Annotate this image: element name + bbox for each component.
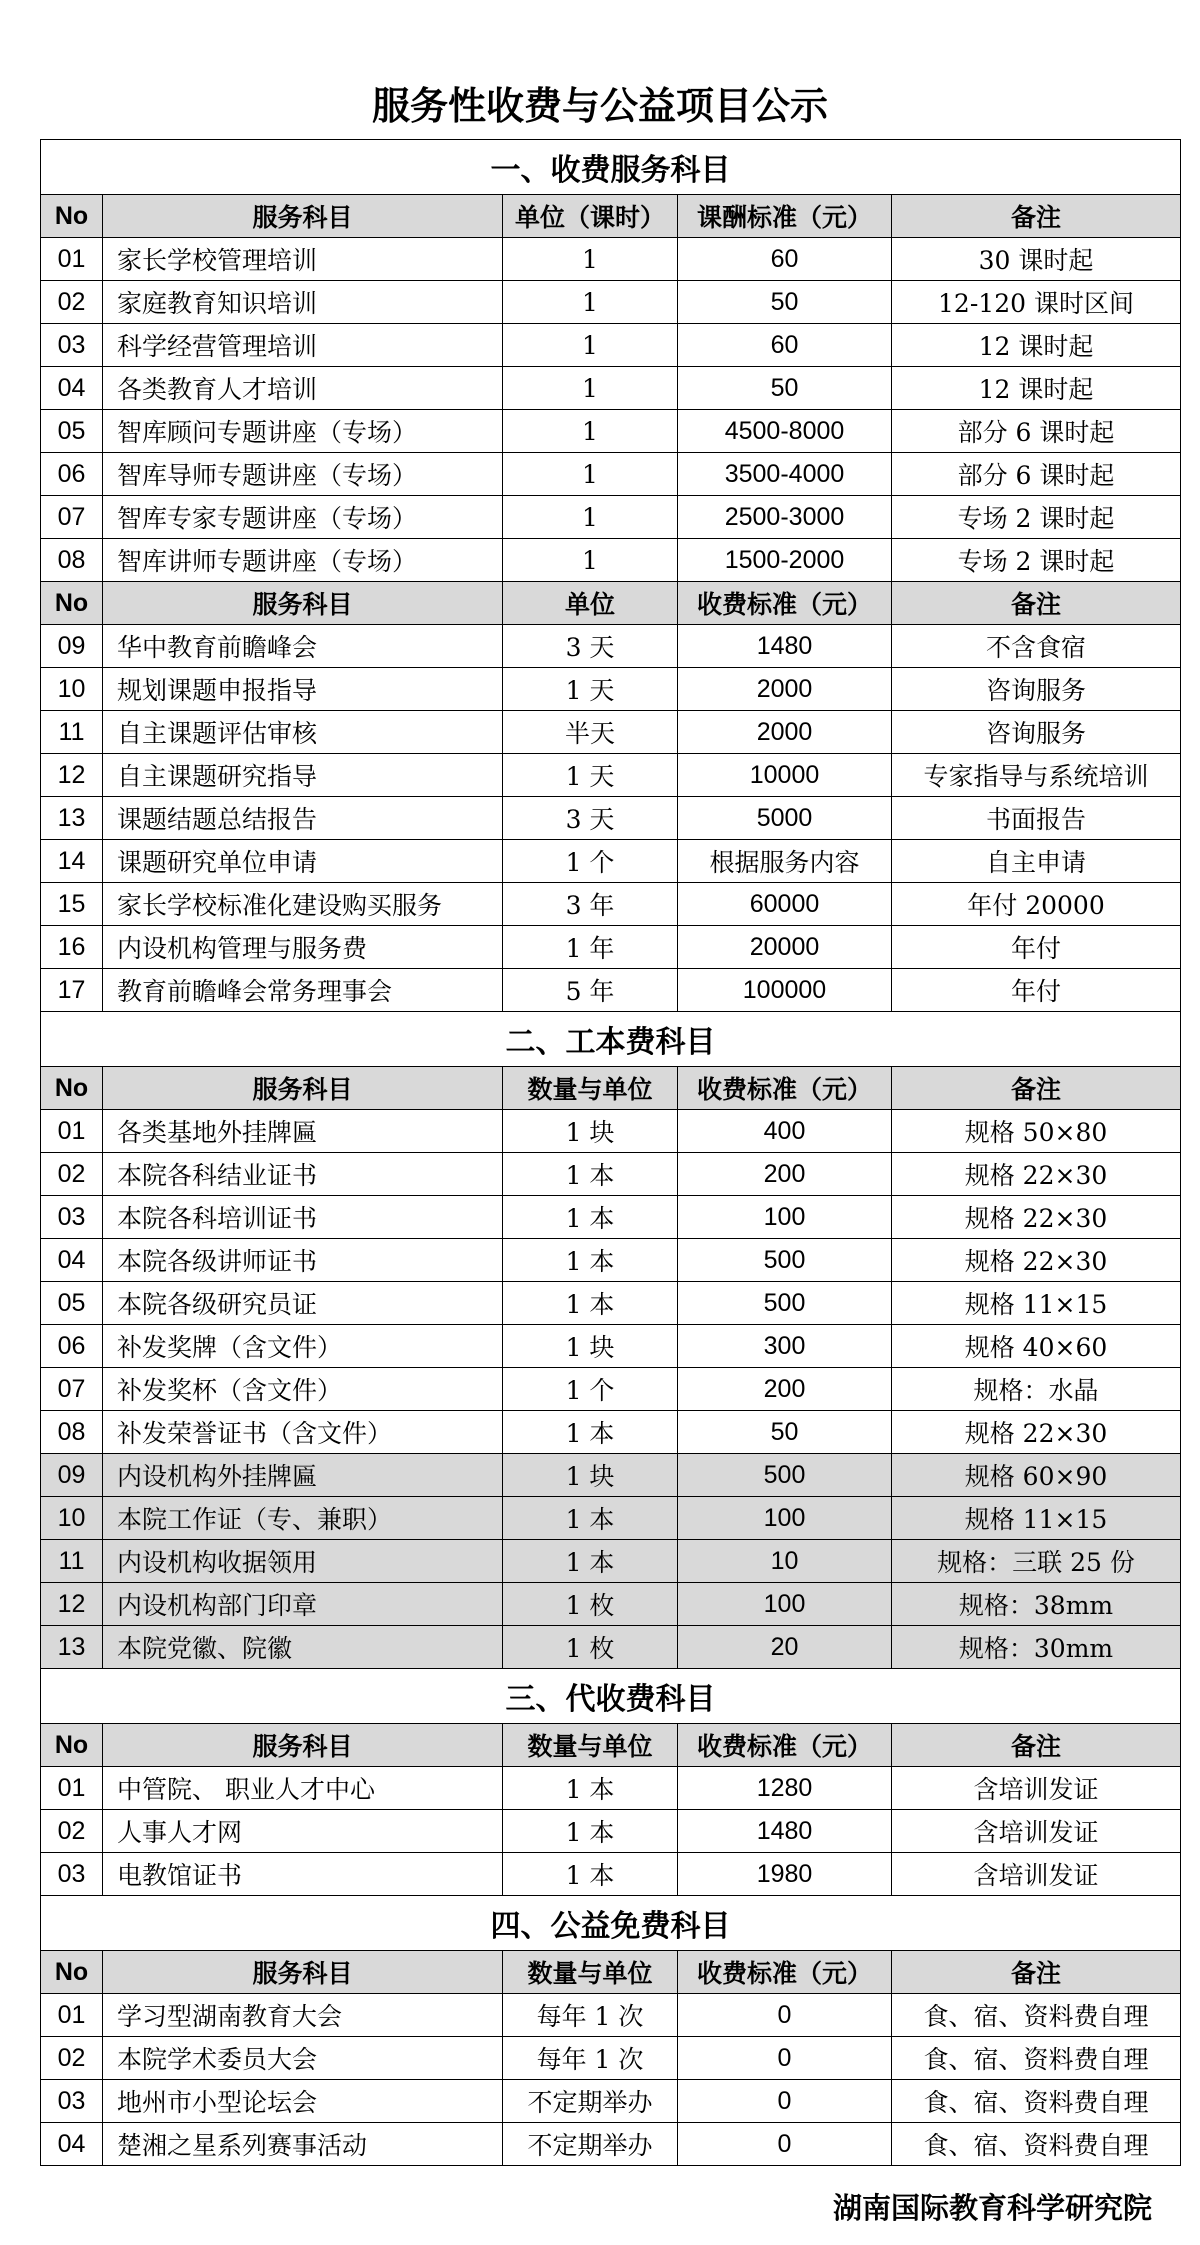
cell-no: 05 <box>41 410 103 453</box>
table-row <box>41 754 1181 797</box>
cell-no: 02 <box>41 281 103 324</box>
cell-unit: 1 本 <box>503 1810 678 1853</box>
cell-unit: 1 块 <box>503 1454 678 1497</box>
section-heading-row <box>41 1012 1181 1067</box>
cell-item: 本院各科培训证书 <box>103 1196 503 1239</box>
cell-unit: 1 本 <box>503 1540 678 1583</box>
column-header-note: 备注 <box>892 1067 1181 1110</box>
cell-unit: 1 本 <box>503 1153 678 1196</box>
column-header-item: 服务科目 <box>103 1067 503 1110</box>
table-row <box>41 1282 1181 1325</box>
cell-price: 1980 <box>678 1853 892 1896</box>
cell-unit: 1 本 <box>503 1282 678 1325</box>
table-row <box>41 496 1181 539</box>
column-header-no: No <box>41 1067 103 1110</box>
cell-item: 科学经营管理培训 <box>103 324 503 367</box>
cell-price: 0 <box>678 1994 892 2037</box>
table-row <box>41 1767 1181 1810</box>
table-row <box>41 1497 1181 1540</box>
table-row <box>41 1583 1181 1626</box>
cell-price: 100 <box>678 1583 892 1626</box>
cell-item: 内设机构收据领用 <box>103 1540 503 1583</box>
cell-no: 17 <box>41 969 103 1012</box>
cell-note: 年付 20000 <box>892 883 1181 926</box>
cell-item: 智库专家专题讲座（专场） <box>103 496 503 539</box>
cell-note: 咨询服务 <box>892 668 1181 711</box>
cell-item: 中管院、 职业人才中心 <box>103 1767 503 1810</box>
cell-price: 200 <box>678 1153 892 1196</box>
column-header-row <box>41 1724 1181 1767</box>
cell-item: 自主课题研究指导 <box>103 754 503 797</box>
cell-item: 内设机构管理与服务费 <box>103 926 503 969</box>
cell-price: 1480 <box>678 1810 892 1853</box>
column-header-row <box>41 1067 1181 1110</box>
cell-price: 60 <box>678 324 892 367</box>
table-row <box>41 1239 1181 1282</box>
cell-unit: 1 <box>503 324 678 367</box>
cell-note: 书面报告 <box>892 797 1181 840</box>
table-row <box>41 926 1181 969</box>
section-heading-row <box>41 1896 1181 1951</box>
table-row <box>41 711 1181 754</box>
table-row <box>41 281 1181 324</box>
cell-item: 内设机构外挂牌匾 <box>103 1454 503 1497</box>
table-row <box>41 1540 1181 1583</box>
cell-note: 食、宿、资料费自理 <box>892 2037 1181 2080</box>
cell-item: 家长学校管理培训 <box>103 238 503 281</box>
table-row <box>41 1196 1181 1239</box>
cell-unit: 不定期举办 <box>503 2123 678 2166</box>
cell-item: 课题研究单位申请 <box>103 840 503 883</box>
cell-item: 家长学校标准化建设购买服务 <box>103 883 503 926</box>
cell-note: 食、宿、资料费自理 <box>892 2080 1181 2123</box>
cell-note: 部分 6 课时起 <box>892 453 1181 496</box>
column-header-no: No <box>41 1951 103 1994</box>
cell-unit: 1 个 <box>503 1368 678 1411</box>
cell-no: 02 <box>41 1153 103 1196</box>
cell-note: 规格 40×60 <box>892 1325 1181 1368</box>
cell-item: 家庭教育知识培训 <box>103 281 503 324</box>
table-row <box>41 797 1181 840</box>
cell-price: 100000 <box>678 969 892 1012</box>
cell-unit: 每年 1 次 <box>503 2037 678 2080</box>
cell-unit: 1 天 <box>503 668 678 711</box>
cell-no: 05 <box>41 1282 103 1325</box>
cell-unit: 1 枚 <box>503 1626 678 1669</box>
cell-item: 自主课题评估审核 <box>103 711 503 754</box>
cell-no: 09 <box>41 625 103 668</box>
page-title: 服务性收费与公益项目公示 <box>371 84 828 128</box>
cell-note: 规格 22×30 <box>892 1239 1181 1282</box>
table-row <box>41 539 1181 582</box>
cell-price: 3500-4000 <box>678 453 892 496</box>
cell-item: 人事人才网 <box>103 1810 503 1853</box>
cell-no: 13 <box>41 797 103 840</box>
table-row <box>41 1411 1181 1454</box>
cell-no: 03 <box>41 1196 103 1239</box>
cell-item: 教育前瞻峰会常务理事会 <box>103 969 503 1012</box>
cell-price: 2000 <box>678 711 892 754</box>
cell-unit: 1 天 <box>503 754 678 797</box>
cell-item: 补发奖杯（含文件） <box>103 1368 503 1411</box>
cell-no: 04 <box>41 1239 103 1282</box>
column-header-no: No <box>41 1724 103 1767</box>
cell-note: 规格：水晶 <box>892 1368 1181 1411</box>
cell-no: 04 <box>41 2123 103 2166</box>
cell-price: 0 <box>678 2037 892 2080</box>
cell-unit: 半天 <box>503 711 678 754</box>
cell-unit: 1 <box>503 453 678 496</box>
cell-unit: 1 <box>503 539 678 582</box>
cell-no: 12 <box>41 1583 103 1626</box>
section-heading: 一、收费服务科目 <box>41 140 1181 195</box>
cell-item: 楚湘之星系列赛事活动 <box>103 2123 503 2166</box>
cell-note: 专场 2 课时起 <box>892 496 1181 539</box>
table-row <box>41 324 1181 367</box>
cell-note: 不含食宿 <box>892 625 1181 668</box>
cell-note: 食、宿、资料费自理 <box>892 1994 1181 2037</box>
column-header-note: 备注 <box>892 195 1181 238</box>
column-header-unit: 单位（课时） <box>503 195 678 238</box>
table-row <box>41 2037 1181 2080</box>
table-row <box>41 668 1181 711</box>
cell-note: 规格 22×30 <box>892 1411 1181 1454</box>
cell-no: 08 <box>41 539 103 582</box>
cell-unit: 1 本 <box>503 1853 678 1896</box>
cell-note: 部分 6 课时起 <box>892 410 1181 453</box>
cell-price: 20 <box>678 1626 892 1669</box>
cell-price: 500 <box>678 1282 892 1325</box>
table-row <box>41 1325 1181 1368</box>
cell-price: 300 <box>678 1325 892 1368</box>
cell-price: 50 <box>678 281 892 324</box>
cell-unit: 1 <box>503 281 678 324</box>
column-header-item: 服务科目 <box>103 582 503 625</box>
cell-no: 09 <box>41 1454 103 1497</box>
table-row <box>41 1110 1181 1153</box>
cell-note: 含培训发证 <box>892 1767 1181 1810</box>
cell-price: 2000 <box>678 668 892 711</box>
column-header-price: 收费标准（元） <box>678 582 892 625</box>
cell-note: 规格 50×80 <box>892 1110 1181 1153</box>
table-row <box>41 1853 1181 1896</box>
cell-unit: 1 块 <box>503 1110 678 1153</box>
section-heading-row <box>41 1669 1181 1724</box>
column-header-unit: 单位 <box>503 582 678 625</box>
cell-unit: 不定期举办 <box>503 2080 678 2123</box>
cell-note: 30 课时起 <box>892 238 1181 281</box>
cell-price: 50 <box>678 1411 892 1454</box>
cell-note: 专家指导与系统培训 <box>892 754 1181 797</box>
cell-item: 本院学术委员大会 <box>103 2037 503 2080</box>
cell-price: 400 <box>678 1110 892 1153</box>
cell-item: 智库顾问专题讲座（专场） <box>103 410 503 453</box>
column-header-note: 备注 <box>892 1724 1181 1767</box>
cell-item: 规划课题申报指导 <box>103 668 503 711</box>
column-header-price: 收费标准（元） <box>678 1724 892 1767</box>
cell-unit: 每年 1 次 <box>503 1994 678 2037</box>
table-row <box>41 238 1181 281</box>
cell-item: 课题结题总结报告 <box>103 797 503 840</box>
column-header-row <box>41 1951 1181 1994</box>
cell-item: 本院党徽、院徽 <box>103 1626 503 1669</box>
cell-note: 咨询服务 <box>892 711 1181 754</box>
table-row <box>41 625 1181 668</box>
cell-price: 5000 <box>678 797 892 840</box>
cell-note: 含培训发证 <box>892 1853 1181 1896</box>
cell-item: 智库导师专题讲座（专场） <box>103 453 503 496</box>
column-header-unit: 数量与单位 <box>503 1067 678 1110</box>
cell-unit: 1 个 <box>503 840 678 883</box>
cell-no: 04 <box>41 367 103 410</box>
cell-note: 含培训发证 <box>892 1810 1181 1853</box>
cell-unit: 1 <box>503 367 678 410</box>
cell-price: 10000 <box>678 754 892 797</box>
column-header-price: 课酬标准（元） <box>678 195 892 238</box>
cell-no: 13 <box>41 1626 103 1669</box>
cell-no: 03 <box>41 324 103 367</box>
cell-price: 4500-8000 <box>678 410 892 453</box>
cell-no: 01 <box>41 1110 103 1153</box>
cell-price: 0 <box>678 2080 892 2123</box>
cell-no: 07 <box>41 496 103 539</box>
cell-price: 2500-3000 <box>678 496 892 539</box>
cell-unit: 3 天 <box>503 625 678 668</box>
column-header-no: No <box>41 582 103 625</box>
cell-item: 各类教育人才培训 <box>103 367 503 410</box>
cell-note: 食、宿、资料费自理 <box>892 2123 1181 2166</box>
column-header-price: 收费标准（元） <box>678 1067 892 1110</box>
cell-price: 1500-2000 <box>678 539 892 582</box>
cell-item: 学习型湖南教育大会 <box>103 1994 503 2037</box>
cell-unit: 1 年 <box>503 926 678 969</box>
cell-no: 03 <box>41 2080 103 2123</box>
cell-note: 规格：30mm <box>892 1626 1181 1669</box>
cell-item: 本院工作证（专、兼职） <box>103 1497 503 1540</box>
column-header-unit: 数量与单位 <box>503 1951 678 1994</box>
cell-price: 50 <box>678 367 892 410</box>
cell-unit: 1 本 <box>503 1767 678 1810</box>
cell-no: 15 <box>41 883 103 926</box>
table-row <box>41 840 1181 883</box>
cell-no: 07 <box>41 1368 103 1411</box>
cell-unit: 1 本 <box>503 1239 678 1282</box>
column-header-row <box>41 582 1181 625</box>
table-row <box>41 367 1181 410</box>
cell-unit: 1 <box>503 496 678 539</box>
cell-price: 1280 <box>678 1767 892 1810</box>
table-row <box>41 2080 1181 2123</box>
cell-price: 20000 <box>678 926 892 969</box>
column-header-note: 备注 <box>892 1951 1181 1994</box>
cell-unit: 1 本 <box>503 1411 678 1454</box>
cell-note: 12 课时起 <box>892 324 1181 367</box>
cell-no: 06 <box>41 1325 103 1368</box>
cell-price: 200 <box>678 1368 892 1411</box>
cell-price: 500 <box>678 1454 892 1497</box>
cell-no: 10 <box>41 668 103 711</box>
cell-no: 16 <box>41 926 103 969</box>
cell-item: 地州市小型论坛会 <box>103 2080 503 2123</box>
cell-note: 12 课时起 <box>892 367 1181 410</box>
cell-price: 60000 <box>678 883 892 926</box>
cell-note: 规格 11×15 <box>892 1497 1181 1540</box>
cell-item: 各类基地外挂牌匾 <box>103 1110 503 1153</box>
cell-unit: 1 枚 <box>503 1583 678 1626</box>
fee-table-body <box>41 140 1181 2166</box>
cell-unit: 1 <box>503 238 678 281</box>
cell-no: 11 <box>41 711 103 754</box>
column-header-note: 备注 <box>892 582 1181 625</box>
cell-item: 本院各级讲师证书 <box>103 1239 503 1282</box>
cell-no: 10 <box>41 1497 103 1540</box>
cell-note: 规格 22×30 <box>892 1153 1181 1196</box>
cell-note: 规格 22×30 <box>892 1196 1181 1239</box>
column-header-no: No <box>41 195 103 238</box>
cell-unit: 5 年 <box>503 969 678 1012</box>
cell-item: 本院各级研究员证 <box>103 1282 503 1325</box>
column-header-row <box>41 195 1181 238</box>
section-heading: 二、工本费科目 <box>41 1012 1181 1067</box>
cell-price: 10 <box>678 1540 892 1583</box>
table-row <box>41 1368 1181 1411</box>
cell-price: 0 <box>678 2123 892 2166</box>
cell-no: 03 <box>41 1853 103 1896</box>
column-header-item: 服务科目 <box>103 195 503 238</box>
cell-item: 补发荣誉证书（含文件） <box>103 1411 503 1454</box>
cell-no: 01 <box>41 1994 103 2037</box>
cell-note: 规格 11×15 <box>892 1282 1181 1325</box>
table-row <box>41 453 1181 496</box>
cell-item: 智库讲师专题讲座（专场） <box>103 539 503 582</box>
cell-unit: 1 块 <box>503 1325 678 1368</box>
column-header-item: 服务科目 <box>103 1951 503 1994</box>
cell-no: 12 <box>41 754 103 797</box>
column-header-price: 收费标准（元） <box>678 1951 892 1994</box>
cell-price: 根据服务内容 <box>678 840 892 883</box>
cell-item: 补发奖牌（含文件） <box>103 1325 503 1368</box>
section-heading: 四、公益免费科目 <box>41 1896 1181 1951</box>
table-row <box>41 1454 1181 1497</box>
cell-note: 规格：三联 25 份 <box>892 1540 1181 1583</box>
column-header-item: 服务科目 <box>103 1724 503 1767</box>
cell-note: 12-120 课时区间 <box>892 281 1181 324</box>
cell-price: 500 <box>678 1239 892 1282</box>
table-row <box>41 883 1181 926</box>
table-row <box>41 1153 1181 1196</box>
cell-price: 100 <box>678 1497 892 1540</box>
cell-item: 本院各科结业证书 <box>103 1153 503 1196</box>
cell-note: 规格 60×90 <box>892 1454 1181 1497</box>
cell-no: 01 <box>41 238 103 281</box>
table-row <box>41 1626 1181 1669</box>
cell-price: 60 <box>678 238 892 281</box>
cell-unit: 1 <box>503 410 678 453</box>
cell-note: 规格：38mm <box>892 1583 1181 1626</box>
cell-no: 01 <box>41 1767 103 1810</box>
cell-no: 02 <box>41 2037 103 2080</box>
cell-unit: 1 本 <box>503 1196 678 1239</box>
fee-table <box>40 139 1181 2166</box>
cell-note: 专场 2 课时起 <box>892 539 1181 582</box>
cell-price: 1480 <box>678 625 892 668</box>
section-heading-row <box>41 140 1181 195</box>
cell-item: 电教馆证书 <box>103 1853 503 1896</box>
table-row <box>41 1994 1181 2037</box>
cell-unit: 3 年 <box>503 883 678 926</box>
cell-unit: 3 天 <box>503 797 678 840</box>
table-row <box>41 1810 1181 1853</box>
cell-item: 内设机构部门印章 <box>103 1583 503 1626</box>
cell-no: 08 <box>41 1411 103 1454</box>
cell-item: 华中教育前瞻峰会 <box>103 625 503 668</box>
column-header-unit: 数量与单位 <box>503 1724 678 1767</box>
cell-note: 年付 <box>892 926 1181 969</box>
table-row <box>41 969 1181 1012</box>
cell-no: 02 <box>41 1810 103 1853</box>
cell-no: 14 <box>41 840 103 883</box>
cell-unit: 1 本 <box>503 1497 678 1540</box>
cell-price: 100 <box>678 1196 892 1239</box>
institute-signature: 湖南国际教育科学研究院 <box>832 2191 1152 2225</box>
cell-no: 06 <box>41 453 103 496</box>
cell-note: 自主申请 <box>892 840 1181 883</box>
table-row <box>41 410 1181 453</box>
table-row <box>41 2123 1181 2166</box>
cell-no: 11 <box>41 1540 103 1583</box>
section-heading: 三、代收费科目 <box>41 1669 1181 1724</box>
cell-note: 年付 <box>892 969 1181 1012</box>
